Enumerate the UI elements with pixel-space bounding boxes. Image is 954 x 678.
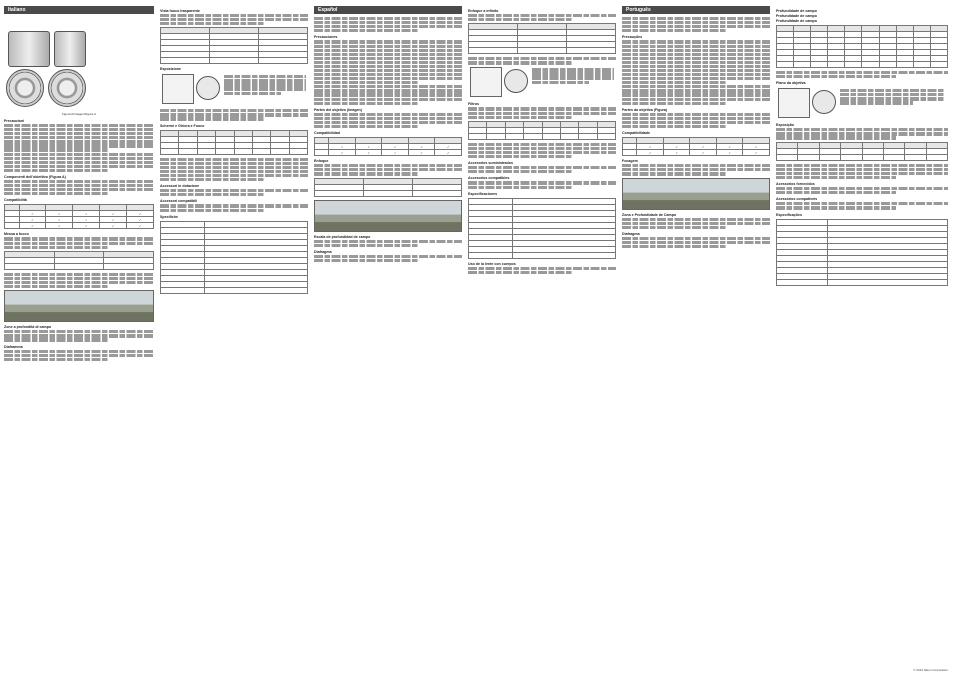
heading-esposizione: Esposizione xyxy=(160,67,181,72)
lens-side-view xyxy=(8,31,50,67)
lens-diagram-pt xyxy=(812,90,836,114)
heading-specifiche: Specifiche xyxy=(160,214,178,219)
camera-diagram xyxy=(162,74,194,104)
specs-table-es xyxy=(468,198,616,259)
column-italiano-2 xyxy=(160,6,308,297)
heading-t2: Profundidade de campo xyxy=(776,14,817,18)
heading-precaucoes: Precauções xyxy=(622,35,643,40)
heading-compatibilita: Compatibilità xyxy=(4,198,27,203)
aperture-table xyxy=(160,130,308,155)
focus-distance-table xyxy=(160,27,308,64)
heading-plano-focal: Plano da objetiva xyxy=(776,81,806,86)
column-espanol-2 xyxy=(468,6,616,275)
specs-table-pt xyxy=(776,219,948,286)
compat-table-es: ✓ ✓ ✓ ✓ ✓ ✓ ✓ ✓ ✓ ✓ xyxy=(314,137,462,156)
column-espanol xyxy=(314,6,462,263)
footer-copyright: © 2019 Nikon Corporation xyxy=(913,668,948,672)
column-portugues xyxy=(622,6,770,249)
heading-compatibili: Accessori compatibili xyxy=(160,199,198,204)
heading-enfoque: Enfoque xyxy=(314,159,329,164)
heading-compat-pt: Compatibilidade xyxy=(622,131,650,136)
heading-acessorios: Acessórios fornecidos xyxy=(776,182,815,187)
section-header-espanol: Español xyxy=(314,6,462,14)
column-portugues-2 xyxy=(776,6,948,289)
lens-diagram-es xyxy=(504,69,528,93)
lens-mount-view xyxy=(54,31,86,67)
section-header-italiano: Italiano xyxy=(4,6,154,14)
heading-diaframma: Diaframma xyxy=(4,344,23,349)
heading-nota: Uso de la lente con cuerpos xyxy=(468,261,516,266)
heading-componenti: Componenti dell'obiettivo (Figura A) xyxy=(4,175,66,180)
heading-escala: Escala de profundidad de campo xyxy=(314,234,371,239)
section-header-portugues: Português xyxy=(622,6,770,14)
focus-table-es xyxy=(314,178,462,197)
heading-diafragma-pt: Diafragma xyxy=(622,231,640,236)
heading-especificacoes: Especificações xyxy=(776,212,802,217)
camera-diagram-pt xyxy=(778,88,810,118)
heading-focagem: Focagem xyxy=(622,159,638,164)
heading-precauciones: Precauciones xyxy=(314,35,338,40)
heading-profundidade: Zona e Profundidade de Campo xyxy=(622,212,677,217)
filter-table-pt xyxy=(776,142,948,161)
heading-messa-a-fuoco: Messa a fuoco xyxy=(4,232,29,237)
heading-infinito: Schermi e Ghiera e Fuoco xyxy=(160,123,205,128)
sample-photo xyxy=(4,290,154,322)
compat-table-pt: ✓ ✓ ✓ ✓ ✓ ✓ ✓ ✓ ✓ ✓ xyxy=(622,137,770,156)
heading-filtros: Filtros xyxy=(468,102,479,107)
camera-diagram-es xyxy=(470,67,502,97)
heading-accessori: Accessori in dotazione xyxy=(160,184,200,189)
heading-t1: Profundidade de campo xyxy=(776,9,817,13)
heading-enfoque-infinito: Enfoque a infinito xyxy=(468,9,499,13)
heading-especificaciones: Especificaciones xyxy=(468,191,498,196)
compat-table: ✓ ✓ ✓ ✓ ✓ ✓ ✓ ✓ ✓ ✓ ✓ ✓ ✓ ✓ ✓ xyxy=(4,204,154,229)
filter-table-es xyxy=(468,121,616,140)
heading-partes-pt: Partes da objetiva (Figura) xyxy=(622,107,668,112)
heading-zone: Zone a profondità di campo xyxy=(4,325,52,330)
sample-photo-es xyxy=(314,200,462,232)
lens-diagram xyxy=(196,76,220,100)
heading-accesorios: Accesorios suministrados xyxy=(468,161,513,166)
heading-t3: Profundidade de campo xyxy=(776,19,817,23)
heading-partes: Partes del objetivo (Imagen) xyxy=(314,107,362,112)
focus-table xyxy=(4,251,154,270)
heading-precauzioni: Precauzioni xyxy=(4,119,25,123)
heading-vista: Vista fuoco trasparente xyxy=(160,9,200,13)
focus-distance-table-es xyxy=(468,23,616,54)
heading-compat-es: Compatibilidad xyxy=(314,131,340,136)
figure-caption: Figura A/Imagen/Figura A xyxy=(61,112,97,116)
heading-compativeis: Acessórios compatíveis xyxy=(776,197,818,202)
heading-exposicao: Exposição xyxy=(776,123,794,128)
lens-figure xyxy=(4,17,154,112)
heading-diafragma: Diafragma xyxy=(314,249,332,254)
specs-table xyxy=(160,221,308,294)
heading-compatibles: Accesorios compatibles xyxy=(468,176,510,181)
lens-front-view xyxy=(6,69,44,107)
dof-table xyxy=(776,25,948,68)
column-italiano xyxy=(4,6,154,362)
sample-photo-pt xyxy=(622,178,770,210)
lens-rear-view xyxy=(48,69,86,107)
